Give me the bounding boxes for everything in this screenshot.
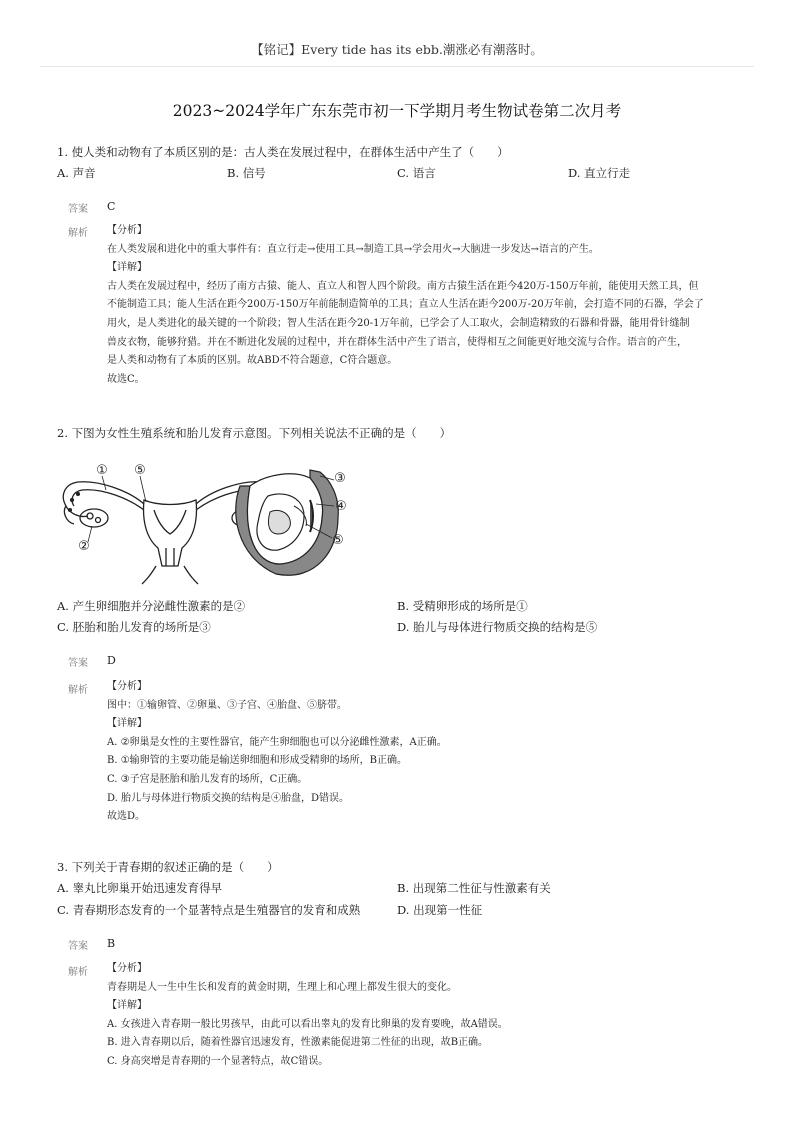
analysis-line: 【分析】 [107, 963, 147, 974]
analysis-line: 兽皮衣物，能够狩猎。并在不断进化发展的过程中，并在群体生活中产生了语言，使得相互之间能更好地交流与合作。语言的产生， [107, 336, 687, 348]
question-2-answer-label: 答案 [68, 658, 88, 669]
question-2-option-c: C. 胚胎和胎儿发育的场所是③ [57, 620, 211, 634]
question-2-stem: 2. 下图为女性生殖系统和胎儿发育示意图。下列相关说法不正确的是（ ） [57, 426, 452, 440]
question-1-option-d: D. 直立行走 [568, 166, 631, 180]
analysis-line: 【详解】 [107, 718, 147, 730]
question-1-option-c: C. 语言 [397, 166, 436, 180]
question-3-option-c: C. 青春期形态发育的一个显著特点是生殖器官的发育和成熟 [57, 903, 361, 917]
question-2-analysis-label: 解析 [68, 685, 88, 696]
question-3-option-b: B. 出现第二性征与性激素有关 [397, 881, 551, 895]
question-1-stem: 1. 使人类和动物有了本质区别的是：古人类在发展过程中，在群体生活中产生了（ ） [57, 145, 509, 159]
question-2-option-b: B. 受精卵形成的场所是① [397, 599, 528, 613]
analysis-line: 用火，是人类进化的最关键的一个阶段；智人生活在距今20-1万年前，已学会了人工取火，会制造精致的石器和骨器，能用骨针缝制 [107, 317, 690, 329]
question-3-analysis-label: 解析 [68, 967, 88, 978]
question-2-option-a: A. 产生卵细胞并分泌雌性激素的是② [57, 599, 246, 613]
analysis-line: B. 进入青春期以后，随着性器官迅速发育，性激素能促进第二性征的出现，故B正确。 [107, 1037, 489, 1049]
label-4: ④ [335, 499, 347, 514]
header-divider [40, 66, 754, 67]
question-1-option-a: A. 声音 [57, 166, 96, 180]
page-title: 2023~2024学年广东东莞市初一下学期月考生物试卷第二次月考 [172, 102, 622, 120]
question-1-answer: C [107, 200, 116, 213]
analysis-line: 【详解】 [107, 1000, 147, 1012]
analysis-line: 图中：①输卵管、②卵巢、③子宫、④胎盘、⑤脐带。 [107, 699, 347, 711]
analysis-line: D. 胎儿与母体进行物质交换的结构是④胎盘，D错误。 [107, 792, 350, 804]
question-1-analysis [107, 222, 704, 389]
analysis-line: 古人类在发展过程中，经历了南方古猿、能人、直立人和智人四个阶段。南方古猿生活在距今420万-150万年前，能使用天然工具，但 [107, 280, 699, 292]
question-3-stem: 3. 下列关于青春期的叙述正确的是（ ） [57, 860, 279, 874]
reproductive-system-figure [58, 460, 358, 585]
label-5-left: ⑤ [134, 463, 146, 478]
fetus-diagram [236, 470, 339, 575]
analysis-line: 【分析】 [107, 225, 147, 236]
label-1: ① [96, 463, 108, 478]
question-3-option-a: A. 睾丸比卵巢开始迅速发育得早 [57, 881, 223, 895]
label-3: ③ [334, 471, 346, 486]
question-3-analysis [107, 960, 508, 1072]
analysis-line: B. ①输卵管的主要功能是输送卵细胞和形成受精卵的场所，B正确。 [107, 755, 408, 767]
label-5-right: ⑤ [332, 533, 344, 548]
analysis-line: A. 女孩进入青春期一般比男孩早，由此可以看出睾丸的发育比卵巢的发育要晚，故A错误。 [107, 1018, 508, 1030]
analysis-line: 在人类发展和进化中的重大事件有：直立行走→使用工具→制造工具→学会用火→大脑进一步发达→语言的产生。 [107, 243, 599, 255]
motto-header: 【铭记】Every tide has its ebb.潮涨必有潮落时。 [251, 42, 543, 57]
analysis-line: C. 身高突增是青春期的一个显著特点，故C错误。 [107, 1055, 329, 1067]
question-2-answer: D [107, 654, 116, 667]
question-1-option-b: B. 信号 [227, 166, 266, 180]
analysis-line: 不能制造工具；能人生活在距今200万-150万年前能制造简单的工具；直立人生活在距今200万-20万年前，会打造不同的石器，学会了 [107, 299, 704, 311]
analysis-line: 故选C。 [107, 373, 145, 385]
label-2: ② [78, 539, 90, 554]
question-2-analysis [107, 678, 447, 827]
analysis-line: 青春期是人一生中生长和发育的黄金时期，生理上和心理上都发生很大的变化。 [107, 981, 457, 993]
analysis-line: 是人类和动物有了本质的区别。故ABD不符合题意，C符合题意。 [107, 355, 398, 367]
analysis-line: 【详解】 [107, 262, 147, 274]
question-3-answer-label: 答案 [68, 941, 88, 952]
analysis-line: 故选D。 [107, 811, 146, 823]
question-1-answer-label: 答案 [68, 204, 88, 215]
question-2-option-d: D. 胎儿与母体进行物质交换的结构是⑤ [397, 620, 598, 634]
question-3-option-d: D. 出现第一性征 [397, 903, 483, 917]
question-1-analysis-label: 解析 [68, 228, 88, 239]
analysis-line: A. ②卵巢是女性的主要性器官，能产生卵细胞也可以分泌雌性激素，A正确。 [107, 736, 447, 748]
analysis-line: C. ③子宫是胚胎和胎儿发育的场所，C正确。 [107, 773, 308, 785]
question-3-answer: B [107, 937, 116, 950]
analysis-line: 【分析】 [107, 681, 147, 692]
